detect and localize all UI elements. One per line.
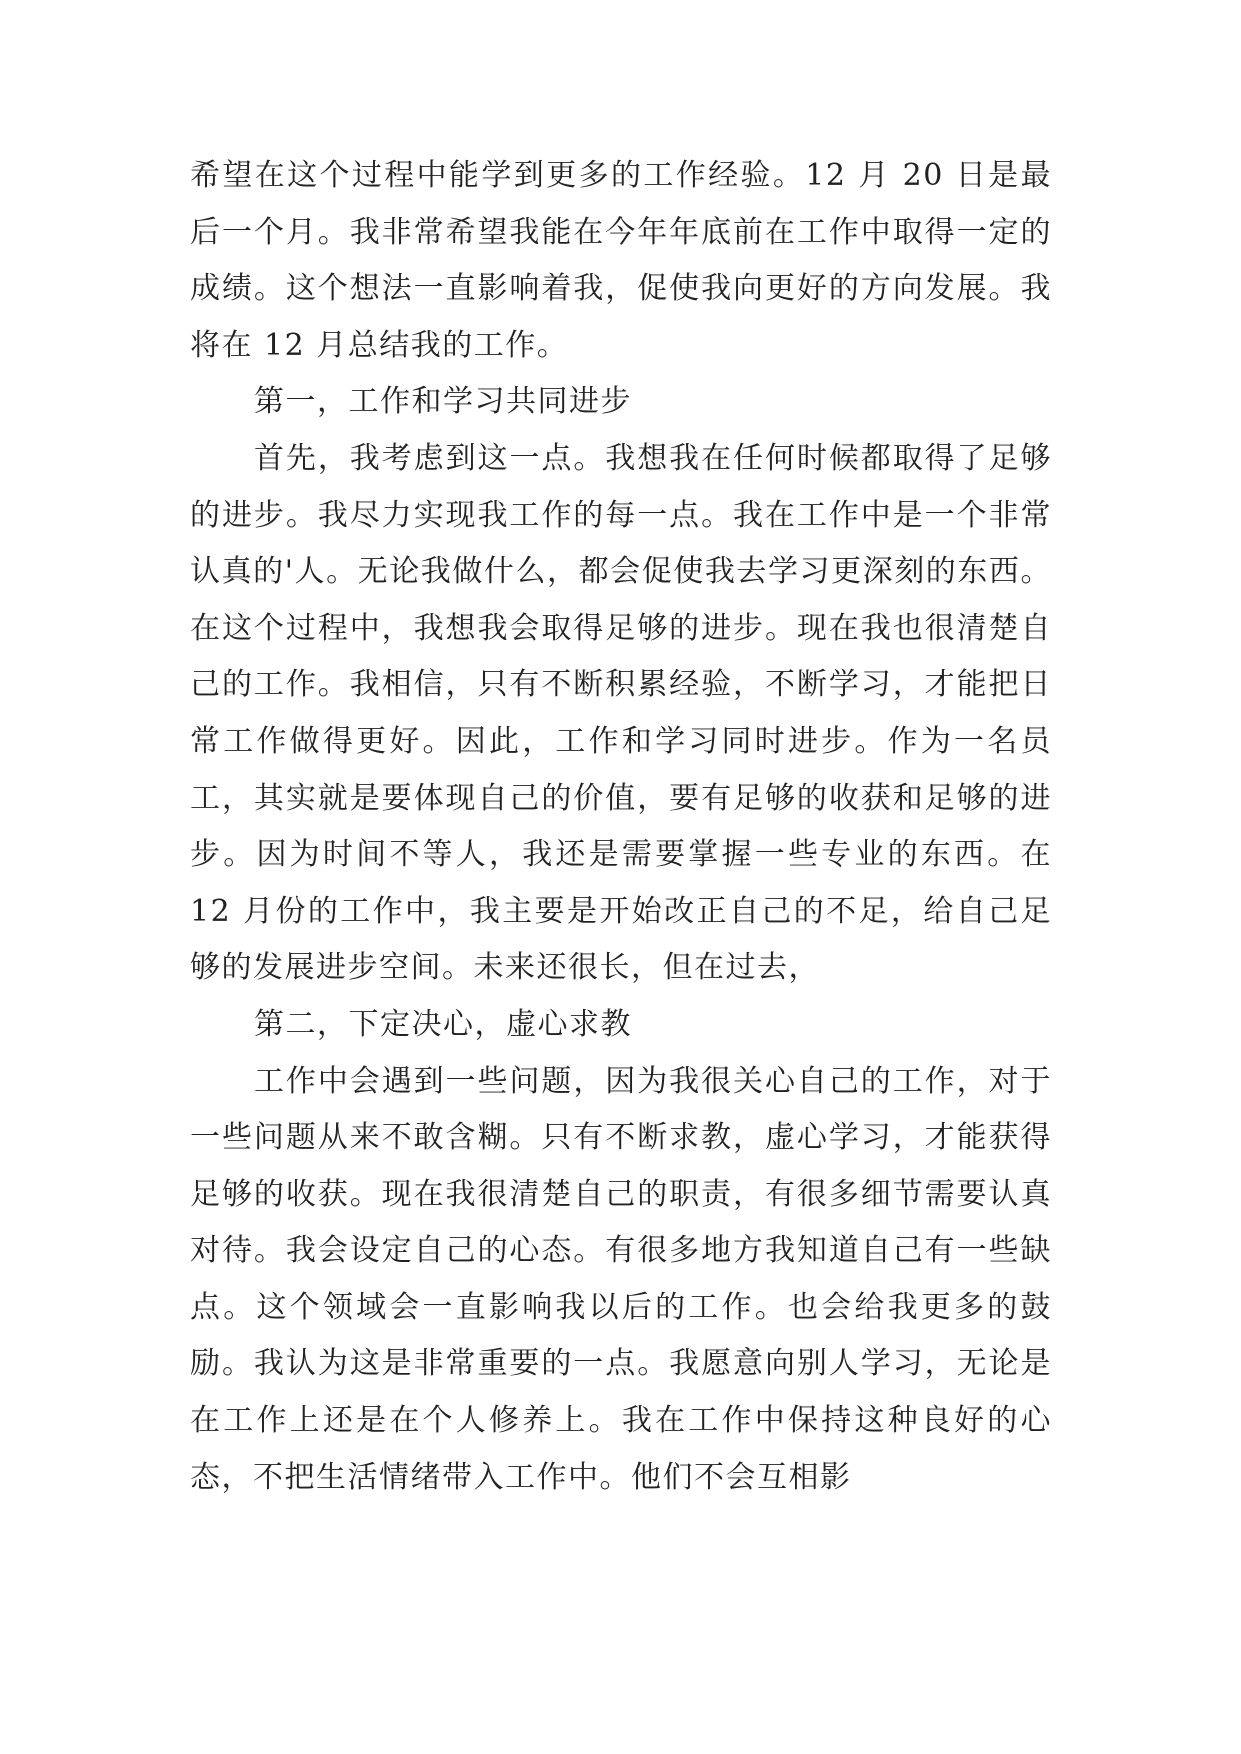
document-body <box>190 148 1052 1506</box>
paragraph: 希望在这个过程中能学到更多的工作经验。12 月 20 日是最后一个月。我非常希望我能在今年年底前在工作中取得一定的成绩。这个想法一直影响着我，促使我向更好的方向发展。我将在 12 月总结我的工作。 <box>190 158 1052 363</box>
paragraph: 首先，我考虑到这一点。我想我在任何时候都取得了足够的进步。我尽力实现我工作的每一点。我在工作中是一个非常认真的'人。无论我做什么，都会促使我去学习更深刻的东西。在这个过程中，我想我会取得足够的进步。现在我也很清楚自己的工作。我相信，只有不断积累经验，不断学习，才能把日常工作做得更好。因此，工作和学习同时进步。作为一名员工，其实就是要体现自己的价值，要有足够的收获和足够的进步。因为时间不等人，我还是需要掌握一些专业的东西。在 12 月份的工作中，我主要是开始改正自己的不足，给自己足够的发展进步空间。未来还很长，但在过去， <box>190 440 1052 986</box>
paragraph: 工作中会遇到一些问题，因为我很关心自己的工作，对于一些问题从来不敢含糊。只有不断求教，虚心学习，才能获得足够的收获。现在我很清楚自己的职责，有很多细节需要认真对待。我会设定自己的心态。有很多地方我知道自己有一些缺点。这个领域会一直影响我以后的工作。也会给我更多的鼓励。我认为这是非常重要的一点。我愿意向别人学习，无论是在工作上还是在个人修养上。我在工作中保持这种良好的心态，不把生活情绪带入工作中。他们不会互相影 <box>190 1063 1052 1495</box>
section-heading-second: 第二，下定决心，虚心求教 <box>254 1006 632 1042</box>
section-heading-first: 第一，工作和学习共同进步 <box>254 384 632 420</box>
